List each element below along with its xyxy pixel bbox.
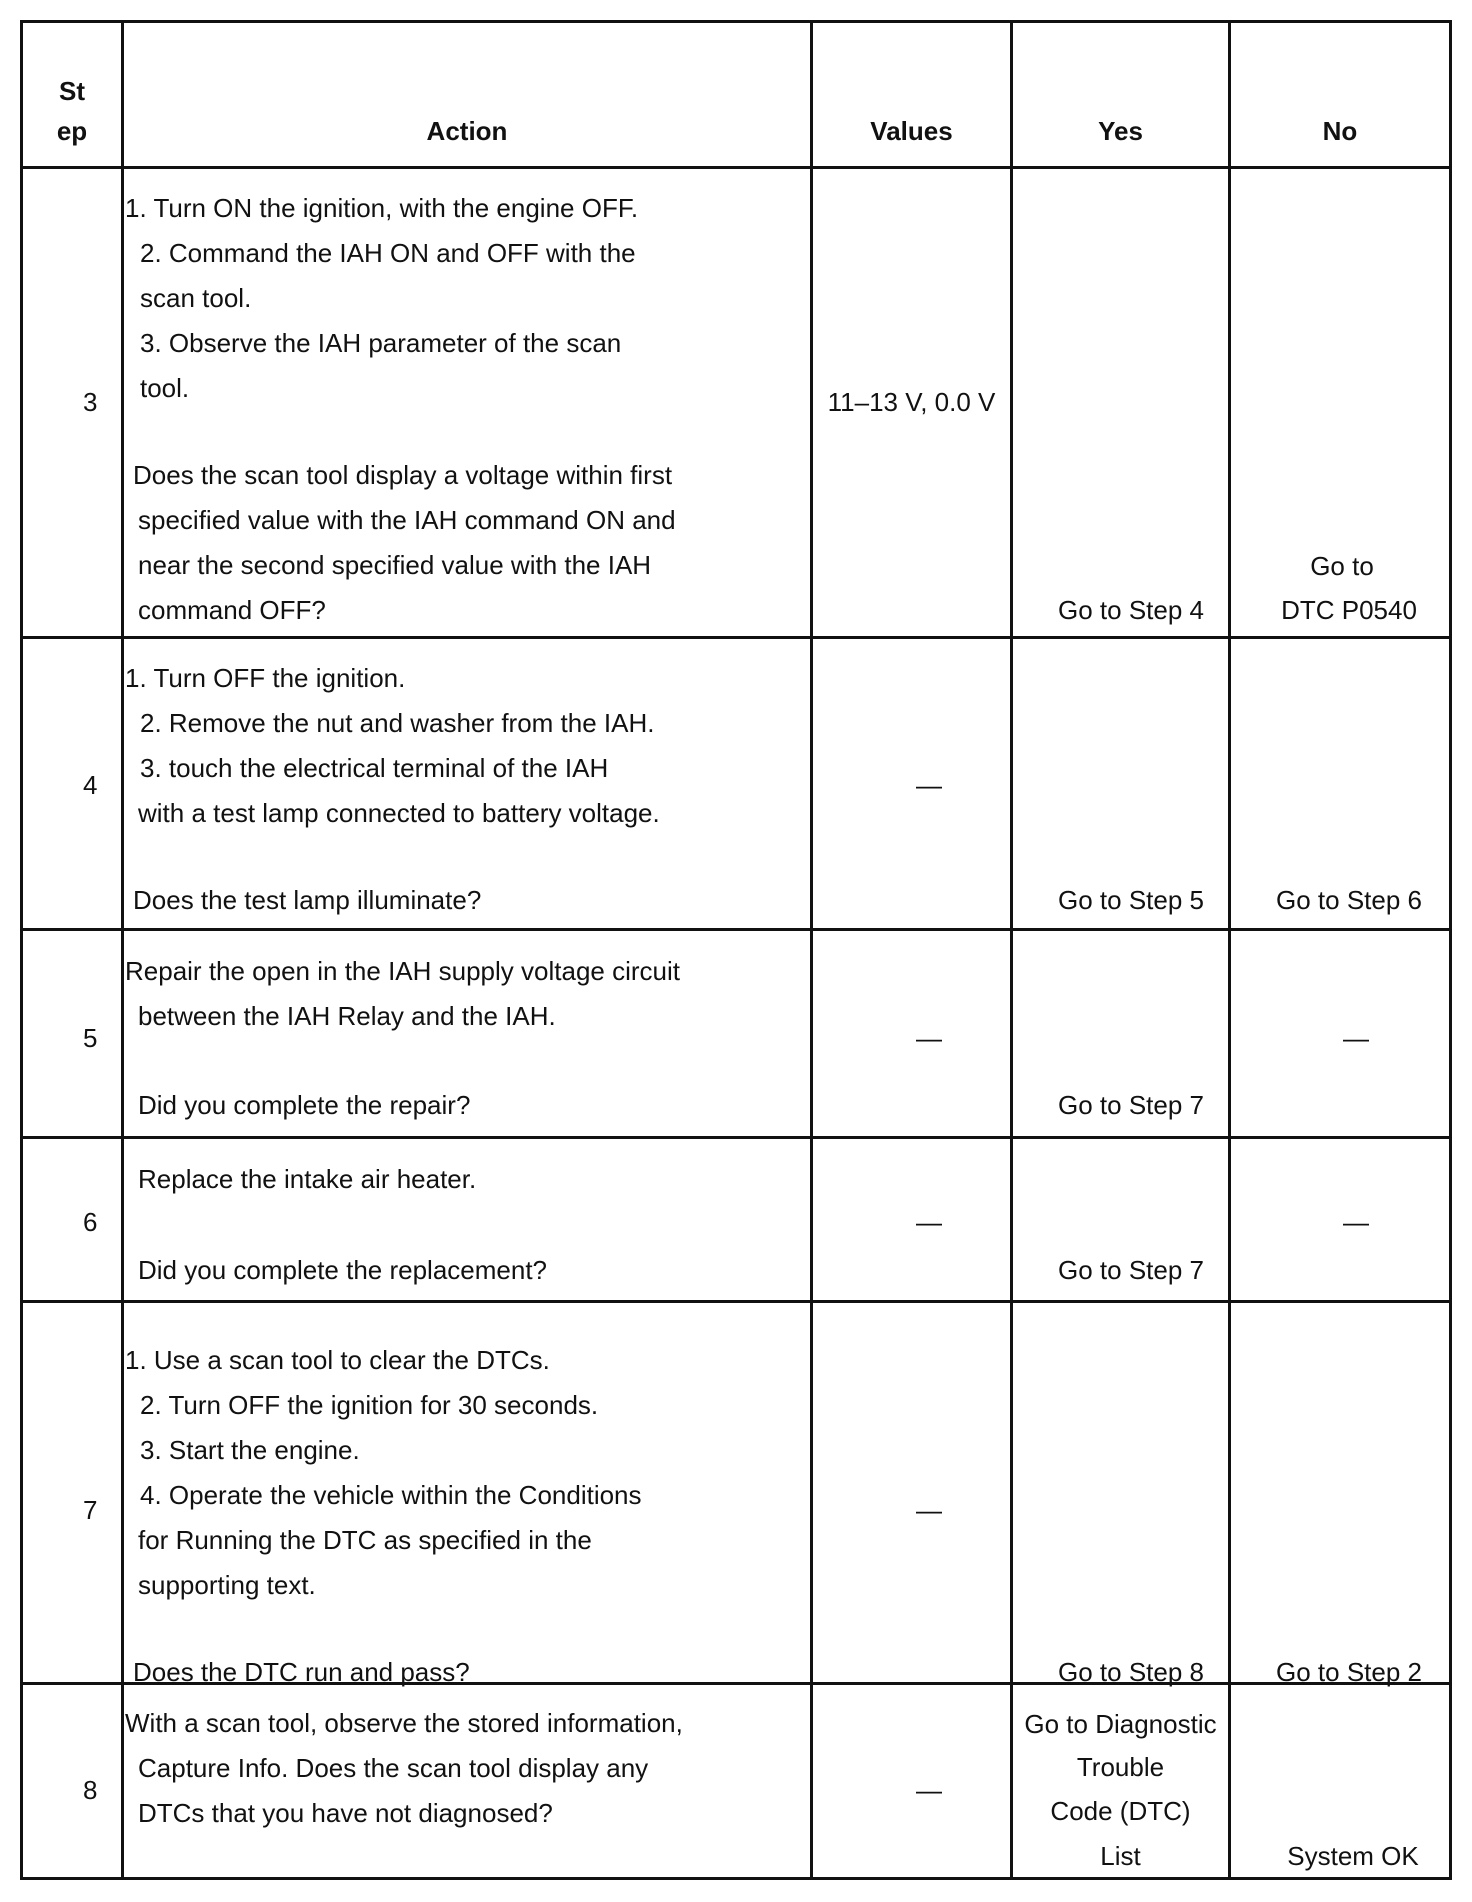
action-question: Does the DTC run and pass? [133, 1657, 470, 1687]
no-link[interactable]: Go to Step 2 [1276, 1657, 1422, 1687]
action-line: 2. Turn OFF the ignition for 30 seconds. [140, 1390, 599, 1420]
table-border-right [1449, 20, 1452, 1880]
column-divider [1228, 20, 1231, 1880]
header-yes: Yes [1098, 116, 1143, 146]
yes-link[interactable]: Go to Step 4 [1058, 595, 1204, 625]
value-cell: — [916, 770, 942, 800]
diagnostic-table [20, 20, 1452, 1880]
no-link[interactable]: Go to [1310, 551, 1374, 581]
yes-link[interactable]: Go to Step 8 [1058, 1657, 1204, 1687]
step-number: 6 [83, 1207, 98, 1237]
table-border-top [20, 20, 1452, 23]
action-line: 4. Operate the vehicle within the Conditions [140, 1480, 642, 1510]
action-question: command OFF? [138, 595, 326, 625]
action-line: tool. [140, 373, 190, 403]
row-divider [20, 928, 1452, 931]
step-number: 5 [83, 1023, 98, 1053]
column-divider [121, 20, 124, 1880]
step-number: 3 [83, 387, 98, 417]
yes-link[interactable]: Trouble [1076, 1752, 1165, 1782]
yes-link[interactable]: Go to Step 7 [1058, 1090, 1204, 1120]
no-cell: — [1343, 1207, 1369, 1237]
action-line: between the IAH Relay and the IAH. [138, 1001, 556, 1031]
action-line: 2. Command the IAH ON and OFF with the [140, 238, 636, 268]
header-divider [20, 166, 1452, 169]
step-number: 8 [83, 1775, 98, 1805]
action-line: Repair the open in the IAH supply voltage circuit [125, 956, 680, 986]
action-question: Did you complete the repair? [138, 1090, 471, 1120]
action-line: 2. Remove the nut and washer from the IAH. [140, 708, 655, 738]
action-line: Replace the intake air heater. [138, 1164, 477, 1194]
action-line: supporting text. [138, 1570, 316, 1600]
step-number: 4 [83, 770, 98, 800]
header-action: Action [426, 116, 508, 146]
header-step-2: ep [56, 116, 88, 146]
table-border-bottom [20, 1877, 1452, 1880]
yes-link[interactable]: List [1100, 1841, 1141, 1871]
header-step-1: St [59, 76, 85, 106]
yes-link[interactable]: Go to Step 7 [1058, 1255, 1204, 1285]
action-question: specified value with the IAH command ON and [138, 505, 676, 535]
header-values: Values [870, 116, 953, 146]
yes-link[interactable]: Go to Step 5 [1058, 885, 1204, 915]
action-line: With a scan tool, observe the stored information, [125, 1708, 683, 1738]
row-divider [20, 1136, 1452, 1139]
action-line: 1. Turn OFF the ignition. [125, 663, 406, 693]
value-cell: — [916, 1495, 942, 1525]
action-line: 3. Start the engine. [140, 1435, 360, 1465]
value-cell: — [916, 1207, 942, 1237]
action-line: 3. touch the electrical terminal of the IAH [140, 753, 609, 783]
no-link[interactable]: Go to Step 6 [1276, 885, 1422, 915]
row-divider [20, 636, 1452, 639]
yes-link[interactable]: Code (DTC) [1050, 1796, 1191, 1826]
value-cell: — [916, 1775, 942, 1805]
value-cell: 11–13 V, 0.0 V [827, 387, 996, 417]
column-divider [1010, 20, 1013, 1880]
yes-link[interactable]: Go to Diagnostic [1024, 1709, 1217, 1739]
no-cell: — [1343, 1023, 1369, 1053]
action-line: 1. Use a scan tool to clear the DTCs. [125, 1345, 550, 1375]
action-line: Capture Info. Does the scan tool display any [138, 1753, 649, 1783]
action-line: 1. Turn ON the ignition, with the engine OFF. [125, 193, 639, 223]
action-question: Does the test lamp illuminate? [133, 885, 482, 915]
action-question: Does the scan tool display a voltage within first [133, 460, 673, 490]
action-line: 3. Observe the IAH parameter of the scan [140, 328, 622, 358]
step-number: 7 [83, 1495, 98, 1525]
value-cell: — [916, 1023, 942, 1053]
action-line: with a test lamp connected to battery voltage. [138, 798, 660, 828]
action-question: near the second specified value with the IAH [138, 550, 652, 580]
action-line: for Running the DTC as specified in the [138, 1525, 592, 1555]
no-link[interactable]: DTC P0540 [1281, 595, 1417, 625]
column-divider [810, 20, 813, 1880]
row-divider [20, 1300, 1452, 1303]
no-result: System OK [1287, 1841, 1419, 1871]
action-line: DTCs that you have not diagnosed? [138, 1798, 553, 1828]
table-border-left [20, 20, 23, 1880]
header-no: No [1322, 116, 1358, 146]
action-line: scan tool. [140, 283, 252, 313]
action-question: Did you complete the replacement? [138, 1255, 548, 1285]
